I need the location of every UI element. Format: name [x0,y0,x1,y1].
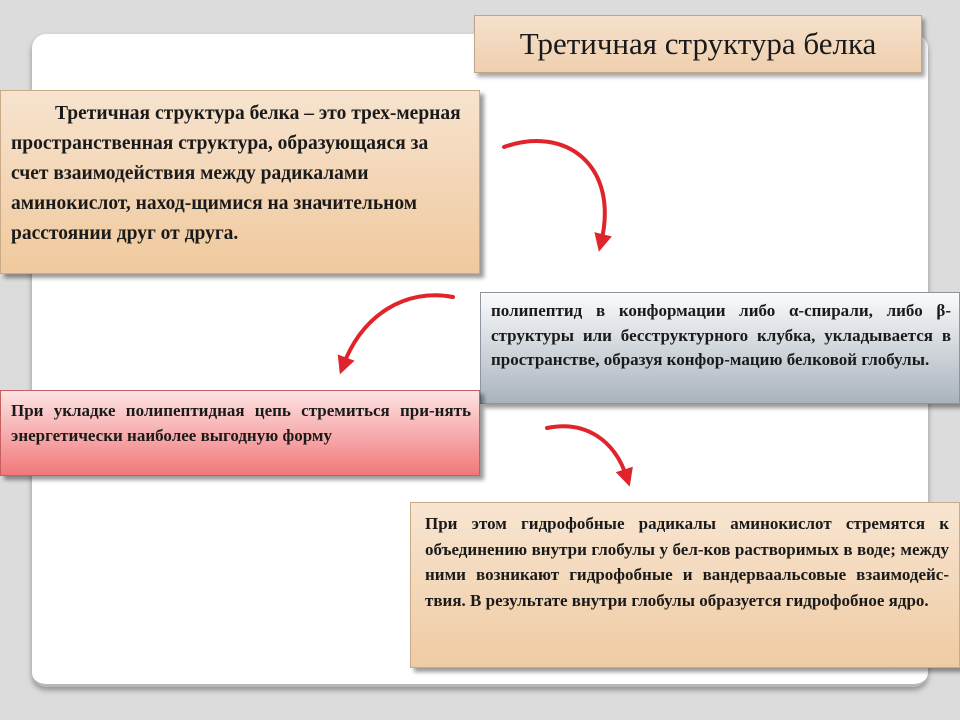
polypeptide-box [480,292,960,404]
slide-title-text: Третичная структура белка [519,26,877,61]
packing-text: При укладке полипептидная цепь стремиться при-нять энергетически наиболее выгодную форму [11,401,471,445]
hydrophobic-text: При этом гидрофобные радикалы аминокислот стремятся к объединению внутри глобулы у бел-ков растворимых в воде; между ними возникают гидрофобные и вандерваальсовые взаимодейс-твия. В результате внутри глобулы образуется гидрофобное ядро. [425,514,949,610]
definition-text: Третичная структура белка – это трех-мерная пространственная структура, образующаяся за счет взаимодействия между радикалами аминокислот, наход-щимися на значительном расстоянии друг от друга. [11,103,461,244]
slide-title [474,15,922,73]
hydrophobic-box [410,502,960,668]
packing-box [0,390,480,476]
polypeptide-text: полипептид в конформации либо α-спирали, либо β-структуры или бесструктурного клубка, укладывается в пространстве, образуя конфор-мацию белковой глобулы. [491,301,951,369]
definition-box [0,90,480,274]
